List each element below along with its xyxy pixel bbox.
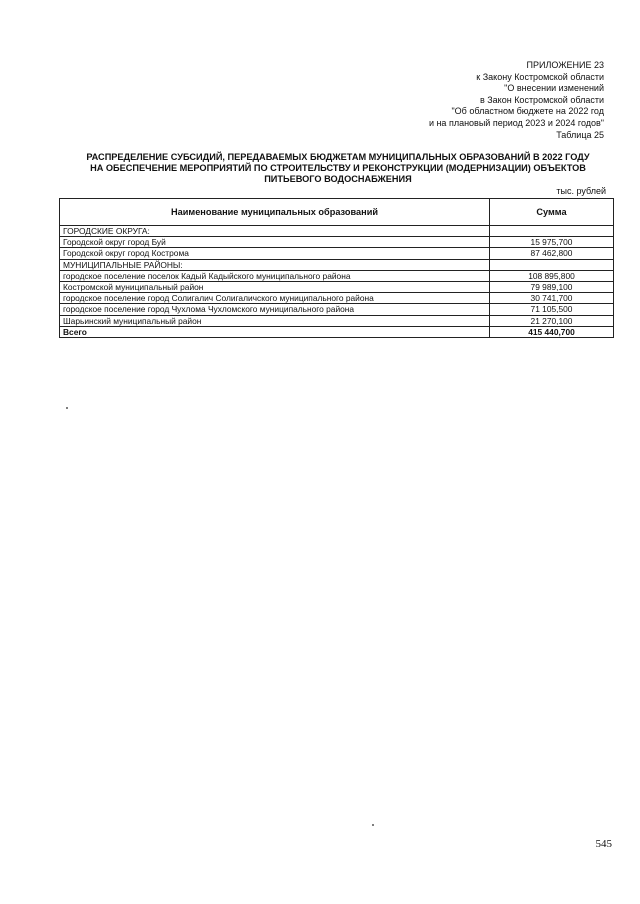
appendix-line: и на плановый период 2023 и 2024 годов"	[428, 117, 604, 128]
row-amount: 87 462,800	[490, 248, 614, 259]
table-row	[60, 259, 614, 270]
row-amount: 71 105,500	[490, 304, 614, 315]
title-line: НА ОБЕСПЕЧЕНИЕ МЕРОПРИЯТИЙ ПО СТРОИТЕЛЬСТВУ И РЕКОНСТРУКЦИИ (МОДЕРНИЗАЦИИ) ОБЪЕКТОВ	[90, 163, 586, 173]
scan-speck	[372, 824, 374, 826]
appendix-line: ПРИЛОЖЕНИЕ 23	[526, 60, 604, 70]
row-name: Шарьинский муниципальный район	[60, 315, 490, 326]
table-header-row	[60, 199, 614, 226]
table-row	[60, 270, 614, 281]
total-row	[60, 326, 614, 337]
row-amount: 15 975,700	[490, 237, 614, 248]
row-amount: 21 270,100	[490, 315, 614, 326]
table-row	[60, 248, 614, 259]
row-name: Городской округ город Кострома	[60, 248, 490, 259]
appendix-line: "О внесении изменений	[504, 83, 604, 94]
row-amount: 79 989,100	[490, 281, 614, 292]
table-row	[60, 237, 614, 248]
scan-speck	[66, 407, 68, 409]
appendix-line: в Закон Костромской области	[479, 94, 604, 105]
document-title	[60, 152, 616, 185]
page-number: 545	[595, 838, 612, 850]
row-amount	[490, 226, 614, 237]
table-row	[60, 315, 614, 326]
table-number: Таблица 25	[556, 129, 604, 140]
table-row	[60, 281, 614, 292]
table-row	[60, 293, 614, 304]
total-label: Всего	[60, 326, 490, 337]
appendix-header	[429, 60, 604, 141]
units-label: тыс. рублей	[556, 186, 606, 196]
total-amount: 415 440,700	[490, 326, 614, 337]
appendix-line: к Закону Костромской области	[476, 71, 604, 82]
row-amount: 30 741,700	[490, 293, 614, 304]
appendix-line: "Об областном бюджете на 2022 год	[451, 106, 604, 117]
row-amount	[490, 259, 614, 270]
row-name: городское поселение город Солигалич Солигаличского муниципального района	[60, 293, 490, 304]
row-name: ГОРОДСКИЕ ОКРУГА:	[60, 226, 490, 237]
row-name: МУНИЦИПАЛЬНЫЕ РАЙОНЫ:	[60, 259, 490, 270]
title-line: ПИТЬЕВОГО ВОДОСНАБЖЕНИЯ	[264, 174, 412, 184]
row-name: городское поселение поселок Кадый Кадыйского муниципального района	[60, 270, 490, 281]
table-row	[60, 304, 614, 315]
column-header-name: Наименование муниципальных образований	[60, 199, 490, 226]
title-line: РАСПРЕДЕЛЕНИЕ СУБСИДИЙ, ПЕРЕДАВАЕМЫХ БЮДЖЕТАМ МУНИЦИПАЛЬНЫХ ОБРАЗОВАНИЙ В 2022 ГОДУ	[86, 152, 590, 162]
row-name: Костромской муниципальный район	[60, 281, 490, 292]
table-row	[60, 226, 614, 237]
row-name: Городской округ город Буй	[60, 237, 490, 248]
column-header-amount: Сумма	[490, 199, 614, 226]
row-name: городское поселение город Чухлома Чухломского муниципального района	[60, 304, 490, 315]
row-amount: 108 895,800	[490, 270, 614, 281]
subsidy-table	[59, 198, 614, 338]
